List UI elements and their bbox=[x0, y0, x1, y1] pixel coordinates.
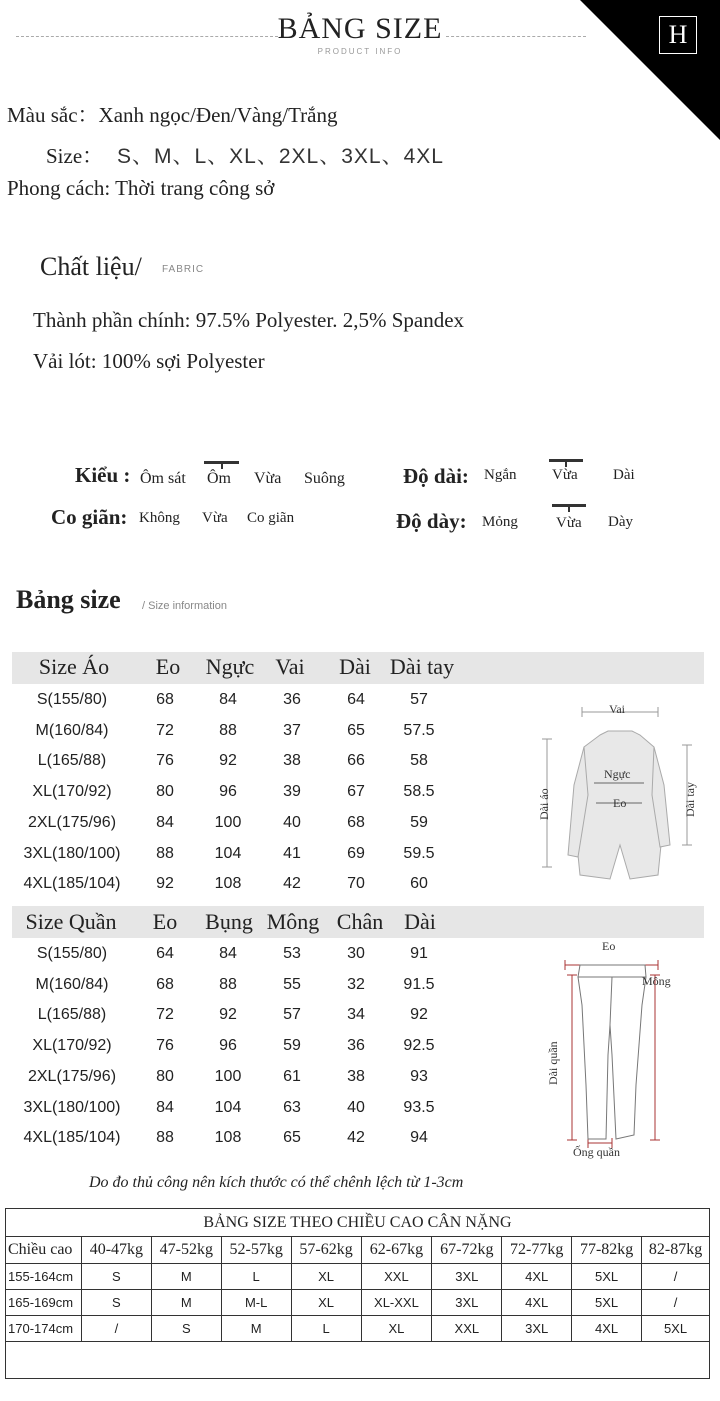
shirt-table-cell: 60 bbox=[410, 875, 428, 893]
height-weight-cell: XL bbox=[291, 1264, 361, 1290]
height-weight-cell: / bbox=[642, 1290, 710, 1316]
shirt-table-cell: 65 bbox=[347, 721, 365, 739]
shirt-table-cell: 57 bbox=[410, 691, 428, 708]
height-weight-cell: 5XL bbox=[572, 1264, 642, 1290]
shirt-table-header-cell: Eo bbox=[155, 654, 181, 679]
shirt-table-cell: 58 bbox=[410, 752, 428, 770]
pants-table-cell: 88 bbox=[219, 975, 237, 993]
pants-table-cell: 38 bbox=[347, 1067, 365, 1085]
page-title: BẢNG SIZE bbox=[277, 12, 443, 45]
height-weight-cell: XL bbox=[361, 1316, 432, 1342]
pants-table-cell: 72 bbox=[156, 1006, 174, 1024]
length-option: Ngắn bbox=[484, 467, 517, 483]
shirt-table-cell: 104 bbox=[214, 844, 242, 862]
pants-table-cell: 42 bbox=[347, 1129, 365, 1147]
fit-option: Vừa bbox=[254, 470, 282, 487]
jacket-label-chest: Ngực bbox=[604, 767, 631, 781]
height-weight-cell: 3XL bbox=[502, 1316, 572, 1342]
jacket-label-shoulder: Vai bbox=[609, 702, 625, 716]
table-empty-row bbox=[6, 1342, 710, 1379]
height-weight-cell: M bbox=[151, 1290, 221, 1316]
size-section-subtitle: / Size information bbox=[142, 600, 227, 612]
shirt-table-cell: 67 bbox=[347, 783, 365, 801]
pants-table-header-cell: Mông bbox=[266, 909, 320, 934]
pants-table-cell: 64 bbox=[156, 945, 174, 962]
pants-table-cell: XL(170/92) bbox=[32, 1037, 112, 1055]
pants-label-hem: Ống quần bbox=[573, 1145, 620, 1159]
shirt-table-cell: 80 bbox=[156, 783, 174, 801]
pants-table-cell: 80 bbox=[156, 1067, 174, 1085]
height-weight-cell: 155-164cm bbox=[6, 1264, 82, 1290]
height-weight-cell: S bbox=[81, 1290, 151, 1316]
shirt-table-cell: 37 bbox=[283, 721, 301, 739]
height-weight-cell: / bbox=[642, 1264, 710, 1290]
pants-table-cell: 100 bbox=[214, 1067, 242, 1085]
pants-table-cell: 59 bbox=[283, 1037, 301, 1055]
pants-table-cell: 63 bbox=[283, 1098, 301, 1116]
shirt-table-cell: 64 bbox=[347, 691, 365, 708]
pants-table-cell: 36 bbox=[347, 1037, 365, 1055]
shirt-table-cell: 40 bbox=[283, 813, 301, 831]
length-label: Độ dài: bbox=[403, 464, 469, 488]
height-weight-cell: M-L bbox=[221, 1290, 291, 1316]
pants-table-cell: 61 bbox=[283, 1067, 301, 1085]
shirt-table-cell: 84 bbox=[156, 813, 174, 831]
shirt-table-cell: 42 bbox=[283, 875, 301, 893]
shirt-table-cell: 108 bbox=[214, 875, 242, 893]
height-weight-size-table bbox=[5, 1208, 710, 1379]
table-row bbox=[6, 1290, 710, 1316]
height-weight-header-cell: 67-72kg bbox=[432, 1237, 502, 1264]
pants-table-cell: 57 bbox=[283, 1006, 301, 1024]
shirt-table-cell: 69 bbox=[347, 844, 365, 862]
fit-option: Suông bbox=[304, 470, 345, 487]
pants-table-cell: 53 bbox=[283, 945, 301, 962]
height-weight-cell: 3XL bbox=[432, 1290, 502, 1316]
pants-table-header-cell: Eo bbox=[152, 909, 178, 934]
height-weight-cell: M bbox=[221, 1316, 291, 1342]
shirt-table-cell: 2XL(175/96) bbox=[27, 813, 117, 831]
height-weight-cell: S bbox=[151, 1316, 221, 1342]
height-weight-header-cell: Chiều cao bbox=[6, 1237, 82, 1264]
pants-table-cell: 92 bbox=[219, 1006, 237, 1024]
height-weight-header-cell: 82-87kg bbox=[642, 1237, 710, 1264]
pants-table-header-cell: Bụng bbox=[205, 909, 253, 934]
shirt-table-cell: 38 bbox=[283, 752, 301, 770]
length-option: Dài bbox=[613, 467, 635, 483]
pants-table-cell: 55 bbox=[283, 975, 301, 993]
jacket-diagram bbox=[530, 695, 720, 885]
pants-table-cell: 91 bbox=[410, 945, 428, 962]
pants-label-length: Dài quần bbox=[546, 1041, 560, 1085]
pants-label-waist: Eo bbox=[602, 939, 616, 953]
thickness-selected-marker bbox=[552, 504, 586, 507]
height-weight-cell: XXL bbox=[432, 1316, 502, 1342]
shirt-table-cell: 41 bbox=[283, 844, 301, 862]
height-weight-cell: XXL bbox=[361, 1264, 432, 1290]
thickness-label: Độ dày: bbox=[396, 509, 467, 533]
shirt-table-header-cell: Vai bbox=[275, 654, 305, 679]
pants-table-cell: M(160/84) bbox=[35, 975, 109, 993]
pants-table-cell: 65 bbox=[283, 1129, 301, 1147]
height-weight-header-cell: 52-57kg bbox=[221, 1237, 291, 1264]
shirt-table-header-cell: Dài tay bbox=[389, 654, 455, 679]
height-weight-cell: 5XL bbox=[642, 1316, 710, 1342]
pants-table-cell: 92 bbox=[410, 1006, 428, 1024]
pants-table-cell: 84 bbox=[219, 945, 237, 962]
thickness-option: Vừa bbox=[556, 515, 582, 531]
shirt-table-cell: 57.5 bbox=[403, 721, 435, 739]
pants-table-cell: 91.5 bbox=[403, 975, 435, 993]
shirt-table-cell: 76 bbox=[156, 752, 174, 770]
shirt-table-header-cell: Size Áo bbox=[38, 654, 110, 679]
shirt-table-cell: 66 bbox=[347, 752, 365, 770]
height-weight-header-cell: 62-67kg bbox=[361, 1237, 432, 1264]
pants-diagram bbox=[530, 935, 720, 1165]
thickness-option: Mỏng bbox=[482, 514, 518, 530]
material-title: Chất liệu/ bbox=[40, 252, 142, 281]
height-weight-cell: 4XL bbox=[572, 1316, 642, 1342]
shirt-table-cell: 88 bbox=[219, 721, 237, 739]
pants-table-cell: 108 bbox=[214, 1129, 242, 1147]
size-label: Size： bbox=[46, 144, 104, 168]
height-weight-cell: 4XL bbox=[502, 1290, 572, 1316]
material-main: Thành phần chính: 97.5% Polyester. 2,5% Spandex bbox=[33, 308, 465, 332]
measurement-note: Do đo thủ công nên kích thước có thể chênh lệch từ 1-3cm bbox=[89, 1174, 464, 1191]
shirt-table-cell: XL(170/92) bbox=[32, 783, 112, 801]
shirt-table-header-cell: Ngực bbox=[205, 654, 255, 679]
height-weight-cell: L bbox=[221, 1264, 291, 1290]
height-weight-cell: XL bbox=[291, 1290, 361, 1316]
pants-table-cell: 4XL(185/104) bbox=[23, 1129, 121, 1147]
fit-option: Ôm bbox=[207, 470, 231, 487]
shirt-table-cell: 59 bbox=[410, 813, 428, 831]
stretch-label: Co giãn: bbox=[51, 505, 128, 529]
shirt-table-cell: 100 bbox=[214, 813, 242, 831]
corner-banner bbox=[580, 0, 720, 140]
pants-table-cell: 96 bbox=[219, 1037, 237, 1055]
shirt-table-cell: 39 bbox=[283, 783, 301, 801]
height-weight-cell: 4XL bbox=[502, 1264, 572, 1290]
height-weight-header-cell: 77-82kg bbox=[572, 1237, 642, 1264]
shirt-table-cell: 92 bbox=[156, 875, 174, 893]
fit-selected-marker bbox=[204, 461, 239, 464]
jacket-label-waist: Eo bbox=[613, 796, 627, 810]
page-subtitle: PRODUCT INFO bbox=[317, 47, 403, 56]
shirt-table-cell: 68 bbox=[156, 691, 174, 708]
pants-table-cell: 34 bbox=[347, 1006, 365, 1024]
color-info: Màu sắc：Xanh ngọc/Đen/Vàng/Trắng bbox=[7, 103, 338, 127]
height-weight-cell: / bbox=[81, 1316, 151, 1342]
jacket-label-length: Dài áo bbox=[537, 788, 551, 820]
shirt-table-header-cell: Dài bbox=[339, 654, 371, 679]
shirt-table-cell: 88 bbox=[156, 844, 174, 862]
height-weight-cell: 165-169cm bbox=[6, 1290, 82, 1316]
shirt-table-cell: L(165/88) bbox=[37, 752, 107, 770]
stretch-option: Co giãn bbox=[247, 510, 295, 526]
size-section-title: Bảng size bbox=[16, 585, 121, 614]
pants-table-cell: 3XL(180/100) bbox=[23, 1098, 121, 1116]
shirt-table-cell: 4XL(185/104) bbox=[23, 875, 121, 893]
table-row bbox=[6, 1316, 710, 1342]
thickness-option: Dày bbox=[608, 514, 633, 530]
fit-option: Ôm sát bbox=[140, 470, 186, 487]
height-weight-header-cell: 57-62kg bbox=[291, 1237, 361, 1264]
pants-table-cell: 104 bbox=[214, 1098, 242, 1116]
material-subtitle: FABRIC bbox=[162, 264, 205, 275]
pants-table-cell: 76 bbox=[156, 1037, 174, 1055]
length-option: Vừa bbox=[552, 467, 578, 483]
pants-table-cell: 2XL(175/96) bbox=[27, 1067, 117, 1085]
shirt-table-cell: M(160/84) bbox=[35, 721, 109, 739]
shirt-table-cell: 58.5 bbox=[403, 783, 435, 801]
height-weight-cell: 3XL bbox=[432, 1264, 502, 1290]
height-weight-cell: M bbox=[151, 1264, 221, 1290]
shirt-table-cell: 59.5 bbox=[403, 844, 435, 862]
pants-table-cell: 94 bbox=[410, 1129, 428, 1147]
fit-label: Kiểu : bbox=[75, 463, 131, 487]
stretch-option: Vừa bbox=[202, 510, 228, 526]
shirt-table-cell: 72 bbox=[156, 721, 174, 739]
pants-table-header-cell: Dài bbox=[404, 909, 436, 934]
pants-table-cell: 68 bbox=[156, 975, 174, 993]
jacket-label-sleeve: Dài tay bbox=[683, 782, 697, 817]
shirt-table-cell: 92 bbox=[219, 752, 237, 770]
height-weight-cell: XL-XXL bbox=[361, 1290, 432, 1316]
shirt-table-cell: 70 bbox=[347, 875, 365, 893]
length-selected-marker bbox=[549, 459, 583, 462]
pants-table-cell: 93 bbox=[410, 1067, 428, 1085]
pants-table-header-cell: Size Quần bbox=[25, 909, 117, 934]
height-weight-cell: 170-174cm bbox=[6, 1316, 82, 1342]
pants-table-cell: 32 bbox=[347, 975, 365, 993]
pants-label-hip: Mông bbox=[642, 974, 671, 988]
height-weight-header-cell: 40-47kg bbox=[81, 1237, 151, 1264]
shirt-table-cell: 3XL(180/100) bbox=[23, 844, 121, 862]
height-weight-header-cell: 72-77kg bbox=[502, 1237, 572, 1264]
pants-table-cell: S(155/80) bbox=[36, 945, 108, 962]
pants-table-cell: 93.5 bbox=[403, 1098, 435, 1116]
size-values: S、M、L、XL、2XL、3XL、4XL bbox=[117, 145, 444, 168]
pants-table-cell: L(165/88) bbox=[37, 1006, 107, 1024]
stretch-option: Không bbox=[139, 510, 180, 526]
shirt-table-cell: S(155/80) bbox=[36, 691, 108, 708]
pants-table-cell: 40 bbox=[347, 1098, 365, 1116]
shirt-table-cell: 68 bbox=[347, 813, 365, 831]
table-row bbox=[6, 1264, 710, 1290]
pants-table-cell: 84 bbox=[156, 1098, 174, 1116]
pants-table-cell: 88 bbox=[156, 1129, 174, 1147]
shirt-table-cell: 96 bbox=[219, 783, 237, 801]
material-lining: Vải lót: 100% sợi Polyester bbox=[33, 349, 265, 373]
pants-table-cell: 30 bbox=[347, 945, 365, 962]
height-weight-cell: L bbox=[291, 1316, 361, 1342]
height-weight-table-title: BẢNG SIZE THEO CHIỀU CAO CÂN NẶNG bbox=[6, 1209, 710, 1237]
pants-table-header-cell: Chân bbox=[336, 909, 384, 934]
shirt-table-cell: 36 bbox=[283, 691, 301, 708]
height-weight-cell: S bbox=[81, 1264, 151, 1290]
pants-table-cell: 92.5 bbox=[403, 1037, 435, 1055]
style-info: Phong cách: Thời trang công sở bbox=[7, 176, 275, 200]
height-weight-cell: 5XL bbox=[572, 1290, 642, 1316]
brand-logo: H bbox=[659, 16, 697, 54]
height-weight-header-cell: 47-52kg bbox=[151, 1237, 221, 1264]
shirt-table-cell: 84 bbox=[219, 691, 237, 708]
